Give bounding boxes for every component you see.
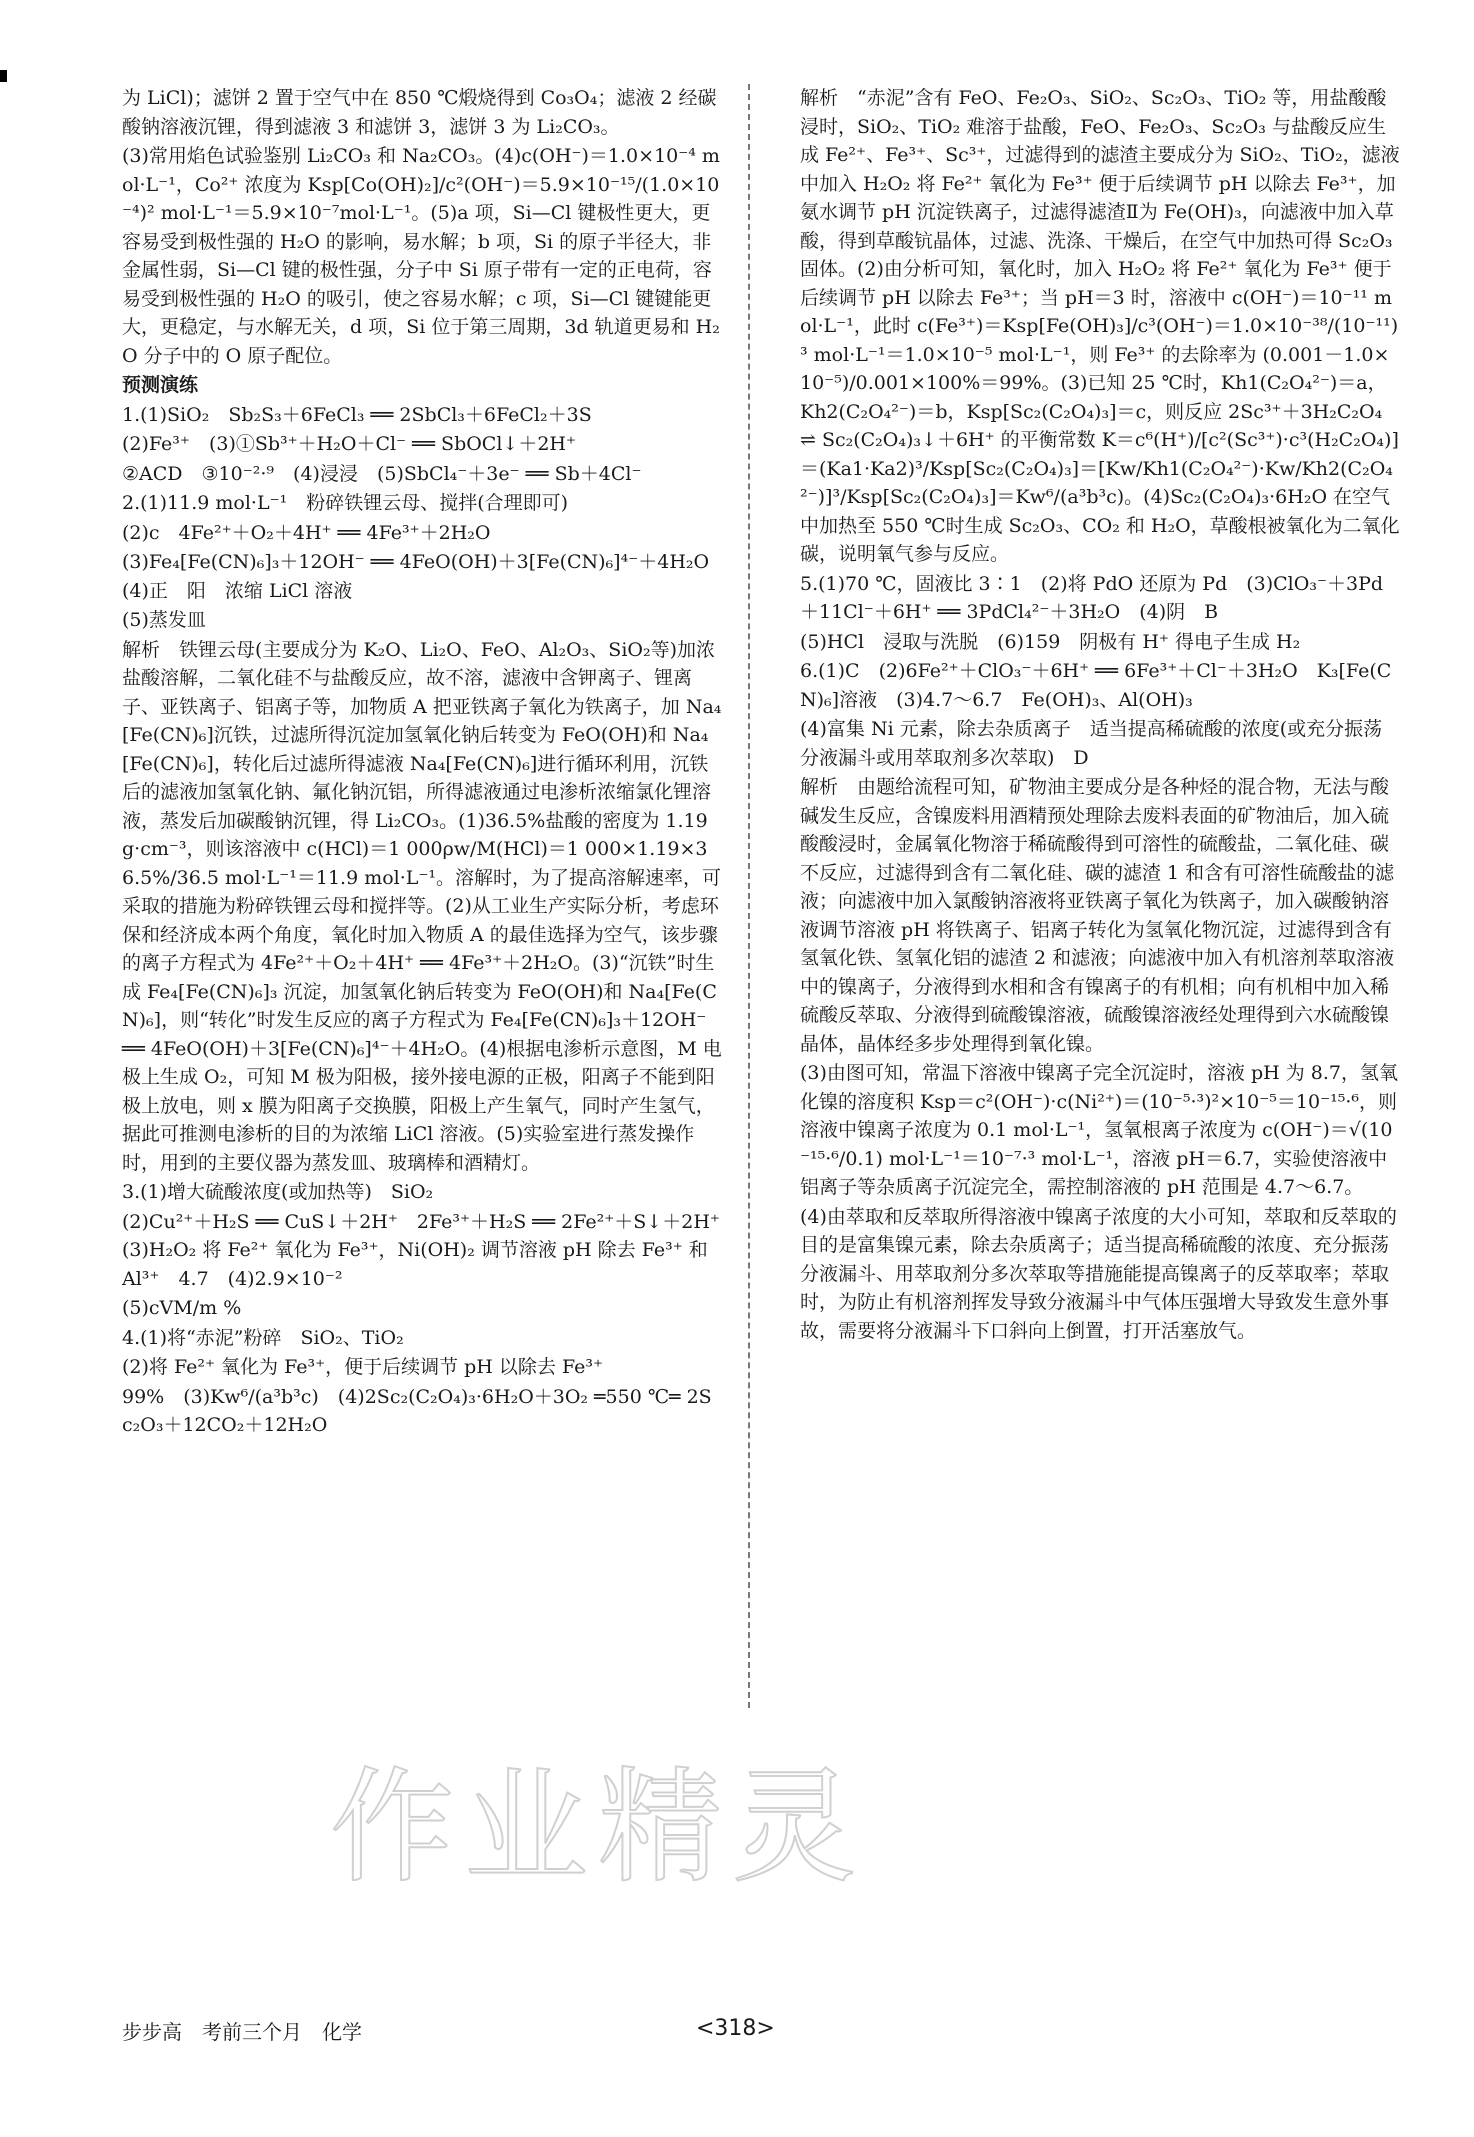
paragraph: 1.(1)SiO₂ Sb₂S₃＋6FeCl₃ ══ 2SbCl₃＋6FeCl₂＋3S	[122, 403, 592, 426]
paragraph: 99% (3)Kw⁶/(a³b³c) (4)2Sc₂(C₂O₄)₃·6H₂O＋3O₂ ═550 ℃═ 2Sc₂O₃＋12CO₂＋12H₂O	[122, 1385, 712, 1436]
paragraph: (2)将 Fe²⁺ 氧化为 Fe³⁺，便于后续调节 pH 以除去 Fe³⁺	[122, 1356, 603, 1378]
paragraph: ②ACD ③10⁻²·⁹ (4)浸浸 (5)SbCl₄⁻＋3e⁻ ══ Sb＋4Cl⁻	[122, 462, 642, 485]
corner-mark	[0, 70, 7, 82]
paragraph: 4.(1)将“赤泥”粉碎 SiO₂、TiO₂	[122, 1326, 404, 1349]
paragraph: (4)富集 Ni 元素，除去杂质离子 适当提高稀硫酸的浓度(或充分振荡分液漏斗或用萃取剂多次萃取) D	[800, 718, 1383, 769]
paragraph: (5)蒸发皿	[122, 609, 206, 631]
section-heading: 预测演练	[122, 374, 199, 396]
page-number: <318>	[696, 2016, 775, 2041]
left-column	[122, 84, 739, 1441]
analysis-paragraph: 解析 铁锂云母(主要成分为 K₂O、Li₂O、FeO、Al₂O₃、SiO₂等)加浓盐酸溶解，二氧化硅不与盐酸反应，故不溶，滤液中含钾离子、锂离子、亚铁离子、铝离子等，加物质 A 把亚铁离子氧化为铁离子，加 Na₄[Fe(CN)₆]沉铁，过滤所得沉淀加氢氧化钠后转变为 FeO(OH)和 Na₄[Fe(CN)₆]，转化后过滤所得滤液 Na₄[Fe(CN)₆]进行循环利用，沉铁后的滤液加氢氧化钠、氟化钠沉铝，所得滤液通过电渗析浓缩氯化锂溶液，蒸发后加碳酸钠沉锂，得 Li₂CO₃。(1)36.5%盐酸的密度为 1.19 g·cm⁻³，则该溶液中 c(HCl)＝1 000ρw/M(HCl)＝1 000×1.19×36.5%/36.5 mol·L⁻¹＝11.9 mol·L⁻¹。溶解时，为了提高溶解速率，可采取的措施为粉碎铁锂云母和搅拌等。(2)从工业生产实际分析，考虑环保和经济成本两个角度，氧化时加入物质 A 的最佳选择为空气，该步骤的离子方程式为 4Fe²⁺＋O₂＋4H⁺ ══ 4Fe³⁺＋2H₂O。(3)“沉铁”时生成 Fe₄[Fe(CN)₆]₃ 沉淀，加氢氧化钠后转变为 FeO(OH)和 Na₄[Fe(CN)₆]，则“转化”时发生反应的离子方程式为 Fe₄[Fe(CN)₆]₃＋12OH⁻ ══ 4FeO(OH)＋3[Fe(CN)₆]⁴⁻＋4H₂O。(4)根据电渗析示意图，M 电极上生成 O₂，可知 M 极为阳极，接外接电源的正极，阳离子不能到阳极上放电，则 x 膜为阳离子交换膜，阳极上产生氧气，同时产生氢气，据此可推测电渗析的目的为浓缩 LiCl 溶液。(5)实验室进行蒸发操作时，用到的主要仪器为蒸发皿、玻璃棒和酒精灯。	[122, 638, 722, 1174]
paragraph: (5)cVM/m %	[122, 1297, 242, 1319]
paragraph: (2)Cu²⁺＋H₂S ══ CuS↓＋2H⁺ 2Fe³⁺＋H₂S ══ 2Fe²⁺＋S↓＋2H⁺ (3)H₂O₂ 将 Fe²⁺ 氧化为 Fe³⁺，Ni(OH)₂ 调节溶液 pH 除去 Fe³⁺ 和 Al³⁺ 4.7 (4)2.9×10⁻²	[122, 1210, 739, 1290]
paragraph: 2.(1)11.9 mol·L⁻¹ 粉碎铁锂云母、搅拌(合理即可)	[122, 492, 569, 514]
paragraph: (3)由图可知，常温下溶液中镍离子完全沉淀时，溶液 pH 为 8.7，氢氧化镍的溶度积 Ksp＝c²(OH⁻)·c(Ni²⁺)＝(10⁻⁵·³)²×10⁻⁵＝10⁻¹⁵·⁶，则溶液中镍离子浓度为 0.1 mol·L⁻¹，氢氧根离子浓度为 c(OH⁻)＝√(10⁻¹⁵·⁶/0.1) mol·L⁻¹＝10⁻⁷·³ mol·L⁻¹，溶液 pH＝6.7，实验使溶液中铝离子等杂质离子沉淀完全，需控制溶液的 pH 范围是 4.7～6.7。	[800, 1062, 1398, 1198]
paragraph: (3)常用焰色试验鉴别 Li₂CO₃ 和 Na₂CO₃。(4)c(OH⁻)＝1.0×10⁻⁴ mol·L⁻¹，Co²⁺ 浓度为 Ksp[Co(OH)₂]/c²(OH⁻)＝5.9×10⁻¹⁵/(1.0×10⁻⁴)² mol·L⁻¹＝5.9×10⁻⁷mol·L⁻¹。(5)a 项，Si—Cl 键极性更大，更容易受到极性强的 H₂O 的影响，易水解；b 项，Si 的原子半径大，非金属性弱，Si—Cl 键的极性强，分子中 Si 原子带有一定的正电荷，容易受到极性强的 H₂O 的吸引，使之容易水解；c 项，Si—Cl 键键能更大，更稳定，与水解无关，d 项，Si 位于第三周期，3d 轨道更易和 H₂O 分子中的 O 原子配位。	[122, 145, 720, 367]
paragraph: (5)HCl 浸取与洗脱 (6)159 阴极有 H⁺ 得电子生成 H₂	[800, 630, 1301, 653]
paragraph: (4)由萃取和反萃取所得溶液中镍离子浓度的大小可知，萃取和反萃取的目的是富集镍元素，除去杂质离子；适当提高稀硫酸的浓度、充分振荡分液漏斗、用萃取剂分多次萃取等措施能提高镍离子的反萃取率；萃取时，为防止有机溶剂挥发导致分液漏斗中气体压强增大导致发生意外事故，需要将分液漏斗下口斜向上倒置，打开活塞放气。	[800, 1205, 1397, 1342]
paragraph: 为 LiCl)；滤饼 2 置于空气中在 850 ℃煅烧得到 Co₃O₄；滤液 2 经碳酸钠溶液沉锂，得到滤液 3 和滤饼 3，滤饼 3 为 Li₂CO₃。	[122, 87, 717, 138]
right-column	[800, 84, 1400, 1346]
paragraph: 6.(1)C (2)6Fe²⁺＋ClO₃⁻＋6H⁺ ══ 6Fe³⁺＋Cl⁻＋3H₂O K₃[Fe(CN)₆]溶液 (3)4.7～6.7 Fe(OH)₃、Al(OH)₃	[800, 660, 1392, 711]
paragraph: (2)Fe³⁺ (3)①Sb³⁺＋H₂O＋Cl⁻ ══ SbOCl↓＋2H⁺	[122, 433, 577, 455]
analysis-paragraph: 解析 由题给流程可知，矿物油主要成分是各种烃的混合物，无法与酸碱发生反应，含镍废料用酒精预处理除去废料表面的矿物油后，加入硫酸酸浸时，金属氧化物溶于稀硫酸得到可溶性的硫酸盐，二氧化硅、碳不反应，过滤得到含有二氧化硅、碳的滤渣 1 和含有可溶性硫酸盐的滤液；向滤液中加入氯酸钠溶液将亚铁离子氧化为铁离子，加入碳酸钠溶液调节溶液 pH 将铁离子、铝离子转化为氢氧化物沉淀，过滤得到含有氢氧化铁、氢氧化铝的滤渣 2 和滤液；向滤液中加入有机溶剂萃取溶液中的镍离子，分液得到水相和含有镍离子的有机相；向有机相中加入稀硫酸反萃取、分液得到硫酸镍溶液，硫酸镍溶液经处理得到六水硫酸镍晶体，晶体经多步处理得到氧化镍。	[800, 776, 1395, 1055]
watermark: 作业精灵	[330, 1756, 867, 1900]
paragraph: (2)c 4Fe²⁺＋O₂＋4H⁺ ══ 4Fe³⁺＋2H₂O	[122, 521, 491, 544]
column-divider	[748, 84, 750, 1708]
footer-book-title: 步步高 考前三个月 化学	[122, 2020, 362, 2044]
paragraph: 3.(1)增大硫酸浓度(或加热等) SiO₂	[122, 1181, 434, 1203]
analysis-paragraph: 解析 “赤泥”含有 FeO、Fe₂O₃、SiO₂、Sc₂O₃、TiO₂ 等，用盐酸酸浸时，SiO₂、TiO₂ 难溶于盐酸，FeO、Fe₂O₃、Sc₂O₃ 与盐酸反应生成 Fe²⁺、Fe³⁺、Sc³⁺，过滤得到的滤渣主要成分为 SiO₂、TiO₂，滤液中加入 H₂O₂ 将 Fe²⁺ 氧化为 Fe³⁺ 便于后续调节 pH 以除去 Fe³⁺，加氨水调节 pH 沉淀铁离子，过滤得滤渣Ⅱ为 Fe(OH)₃，向滤液中加入草酸，得到草酸钪晶体，过滤、洗涤、干燥后，在空气中加热可得 Sc₂O₃ 固体。(2)由分析可知，氧化时，加入 H₂O₂ 将 Fe²⁺ 氧化为 Fe³⁺ 便于后续调节 pH 以除去 Fe³⁺；当 pH＝3 时，溶液中 c(OH⁻)＝10⁻¹¹ mol·L⁻¹，此时 c(Fe³⁺)＝Ksp[Fe(OH)₃]/c³(OH⁻)＝1.0×10⁻³⁸/(10⁻¹¹)³ mol·L⁻¹＝1.0×10⁻⁵ mol·L⁻¹，则 Fe³⁺ 的去除率为 (0.001－1.0×10⁻⁵)/0.001×100%＝99%。(3)已知 25 ℃时，Kh1(C₂O₄²⁻)＝a，Kh2(C₂O₄²⁻)＝b，Ksp[Sc₂(C₂O₄)₃]＝c，则反应 2Sc³⁺＋3H₂C₂O₄ ⇌ Sc₂(C₂O₄)₃↓＋6H⁺ 的平衡常数 K＝c⁶(H⁺)/[c²(Sc³⁺)·c³(H₂C₂O₄)]＝(Ka1·Ka2)³/Ksp[Sc₂(C₂O₄)₃]＝[Kw/Kh1(C₂O₄²⁻)·Kw/Kh2(C₂O₄²⁻)]³/Ksp[Sc₂(C₂O₄)₃]＝Kw⁶/(a³b³c)。(4)Sc₂(C₂O₄)₃·6H₂O 在空气中加热至 550 ℃时生成 Sc₂O₃、CO₂ 和 H₂O，草酸根被氧化为二氧化碳，说明氧气参与反应。	[800, 87, 1400, 565]
paragraph: 5.(1)70 ℃，固液比 3∶1 (2)将 PdO 还原为 Pd (3)ClO₃⁻＋3Pd＋11Cl⁻＋6H⁺ ══ 3PdCl₄²⁻＋3H₂O (4)阴 B	[800, 572, 1384, 623]
paragraph: (3)Fe₄[Fe(CN)₆]₃＋12OH⁻ ══ 4FeO(OH)＋3[Fe(CN)₆]⁴⁻＋4H₂O (4)正 阳 浓缩 LiCl 溶液	[122, 551, 729, 602]
